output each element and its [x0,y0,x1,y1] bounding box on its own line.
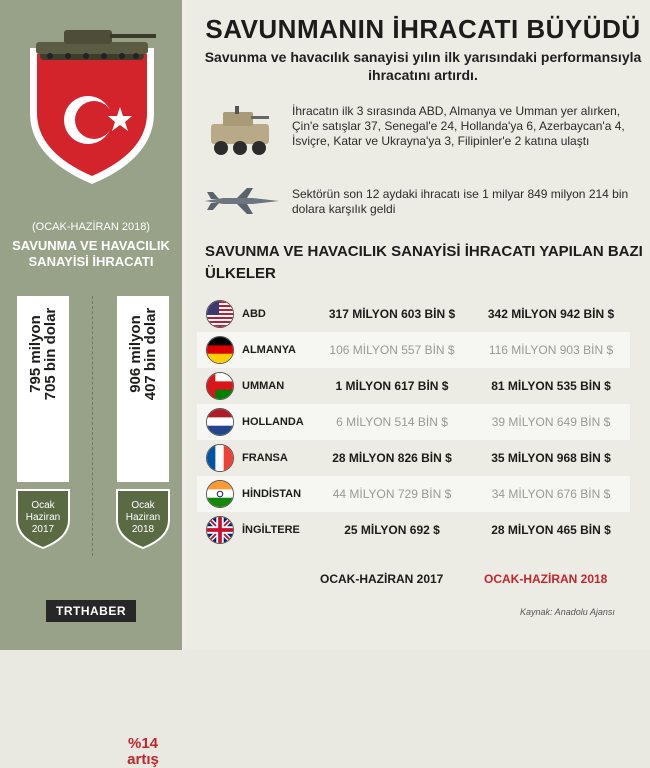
table-row [197,512,630,548]
period-label: (OCAK-HAZİRAN 2018) [32,221,150,233]
table-row [197,332,630,368]
fighter-jet-icon [203,186,281,216]
bar-2018-value: 906 milyon 407 bin dolar [127,307,159,401]
usa-flag-icon [206,300,234,328]
value-2018: 35 MİLYON 968 BİN $ [491,451,611,465]
table-row [197,404,630,440]
country-name: ALMANYA [242,344,296,356]
value-2017: 25 MİLYON 692 $ [344,523,440,537]
value-2018: 81 MİLYON 535 BİN $ [491,379,611,393]
value-2018: 39 MİLYON 649 BİN $ [491,415,611,429]
country-name: FRANSA [242,452,288,464]
bar-2017 [17,296,69,482]
table-row [197,296,630,332]
bar-2017-value: 795 milyon 705 bin dolar [27,307,59,401]
value-2017: 44 MİLYON 729 BİN $ [332,487,452,501]
netherlands-flag-icon [206,408,234,436]
left-panel-title: SAVUNMA VE HAVACILIK SANAYİSİ İHRACATI [12,238,170,269]
turkish-shield-emblem [22,18,162,188]
section-title: SAVUNMA VE HAVACILIK SANAYİSİ İHRACATI YAPILAN BAZI ÜLKELER [205,243,643,282]
increase-label: %14 artış [127,735,159,768]
value-2017: 6 MİLYON 514 BİN $ [336,415,448,429]
page-title: SAVUNMANIN İHRACATI BÜYÜDÜ [205,14,641,44]
table-row [197,368,630,404]
source-note: Kaynak: Anadolu Ajansı [520,607,615,617]
tank-icon [36,30,156,60]
trthaber-logo: TRTHABER [46,600,136,622]
value-2018: 28 MİLYON 465 BİN $ [491,523,611,537]
value-2017: 1 MİLYON 617 BİN $ [335,379,449,393]
value-2018: 34 MİLYON 676 BİN $ [491,487,611,501]
value-2017: 317 MİLYON 603 BİN $ [328,307,456,321]
france-flag-icon [206,444,234,472]
value-2018: 116 MİLYON 903 BİN $ [488,343,614,357]
value-2017: 28 MİLYON 826 BİN $ [332,451,452,465]
armored-vehicle-icon [205,104,275,160]
column-label-2017: OCAK-HAZİRAN 2017 [320,572,444,586]
info-paragraph-1: İhracatın ilk 3 sırasında ABD, Almanya ve Umman yer alırken, Çin'e satışlar 37, Senegal'e 24, Hollanda'ya 6, Azerbaycan'a 4, İsviçre, Katar ve Ukrayna'ya 3, Filipinler'e 2 katına ulaştı [292,104,625,148]
uk-flag-icon [206,516,234,544]
country-name: ABD [242,308,266,320]
country-name: HOLLANDA [242,416,304,428]
india-flag-icon [206,480,234,508]
oman-flag-icon [206,372,234,400]
value-2018: 342 MİLYON 942 BİN $ [487,307,615,321]
germany-flag-icon [206,336,234,364]
country-name: HİNDİSTAN [242,488,302,500]
country-name: İNGİLTERE [242,524,300,536]
table-row [197,476,630,512]
value-2017: 106 MİLYON 557 BİN $ [329,343,455,357]
left-panel [0,0,186,768]
divider [92,296,93,556]
page-subtitle: Savunma ve havacılık sanayisi yılın ilk yarısındaki performansıyla ihracatını artırdı. [204,49,642,83]
badge-2018: Ocak Haziran 2018 [114,484,172,550]
country-name: UMMAN [242,380,285,392]
table-row [197,440,630,476]
info-paragraph-2: Sektörün son 12 aydaki ihracatı ise 1 milyar 849 milyon 214 bin dolara karşılık geldi [292,187,629,216]
column-label-2018: OCAK-HAZİRAN 2018 [484,572,608,586]
badge-2017: Ocak Haziran 2017 [14,484,72,550]
exports-table [197,296,630,548]
